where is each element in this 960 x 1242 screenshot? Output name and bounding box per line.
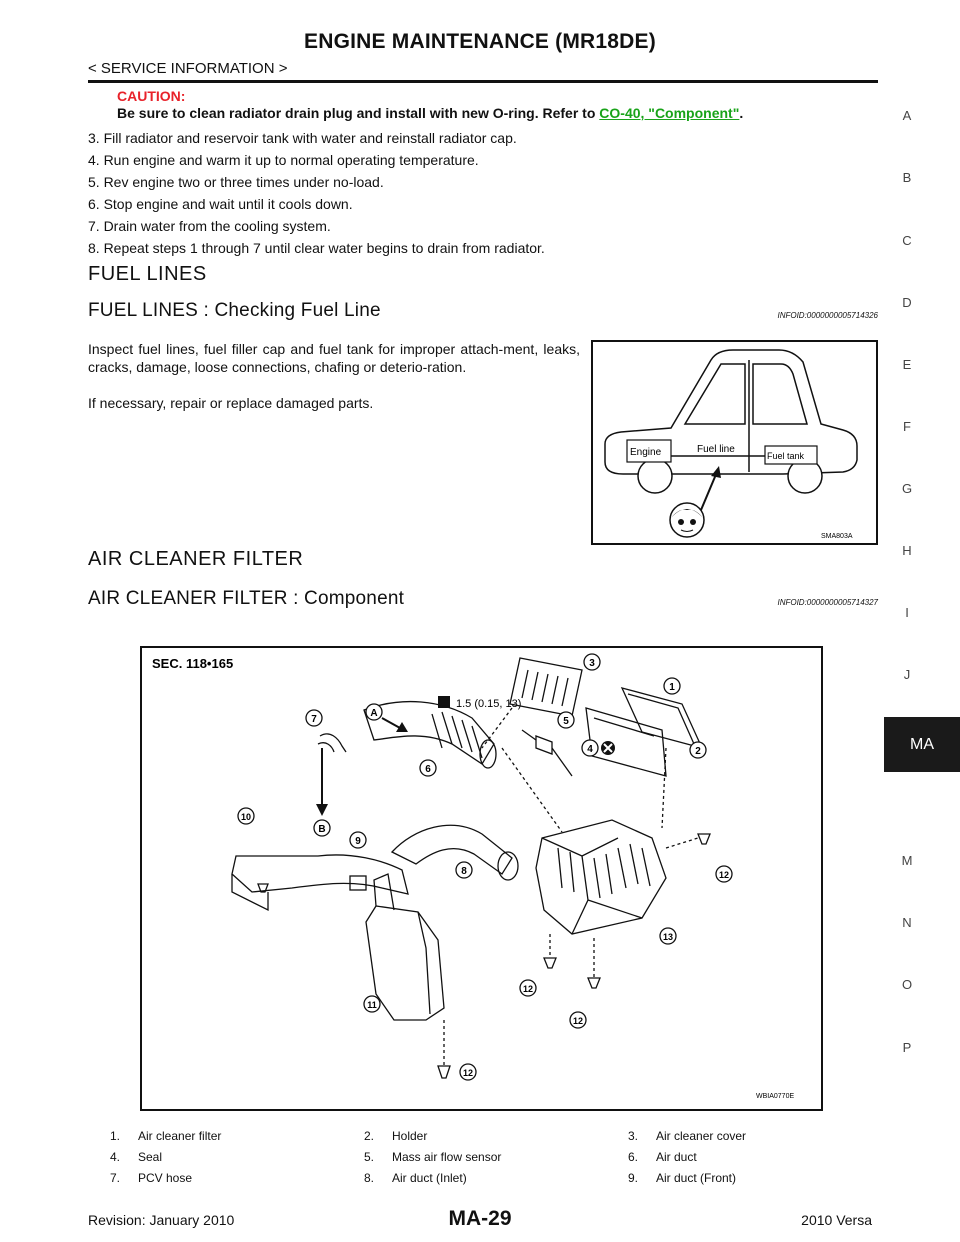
fuel-tank-label: Fuel tank (767, 451, 805, 461)
breadcrumb: < SERVICE INFORMATION > (88, 60, 288, 77)
svg-text:12: 12 (462, 1068, 474, 1078)
legend-num: 5. (364, 1149, 375, 1164)
legend-num: 1. (110, 1128, 121, 1143)
svg-text:1: 1 (669, 682, 675, 693)
sidebar-letter-j[interactable]: J (903, 667, 911, 682)
callout-10 (238, 808, 254, 824)
step-8: 8. Repeat steps 1 through 7 until clear water begins to drain from radiator. (88, 240, 545, 256)
legend-num: 3. (628, 1128, 639, 1143)
fuel-figure-code: SMA803A (821, 533, 853, 540)
parts-legend (110, 1125, 770, 1188)
air-cleaner-infoid: INFOID:0000000005714327 (777, 598, 878, 607)
legend-num: 8. (364, 1170, 375, 1185)
caution-label: CAUTION: (117, 88, 186, 104)
svg-text:8: 8 (461, 866, 467, 877)
svg-text:12: 12 (572, 1016, 584, 1026)
sec-label: SEC. 118•165 (152, 656, 234, 671)
legend-part: Seal (138, 1149, 163, 1164)
step-4: 4. Run engine and warm it up to normal operating temperature. (88, 152, 479, 168)
callout-12d (460, 1064, 476, 1080)
fuel-line-figure (591, 340, 878, 545)
air-cleaner-exploded-view (142, 648, 821, 1109)
legend-row (110, 1146, 770, 1167)
callout-7 (306, 710, 322, 726)
svg-text:5: 5 (563, 716, 569, 727)
legend-part: Holder (392, 1128, 428, 1143)
callout-12a (716, 866, 732, 882)
caution-text-before: Be sure to clean radiator drain plug and install with new O-ring. Refer to (117, 105, 600, 121)
sidebar-letter-b[interactable]: B (902, 170, 912, 185)
sidebar-letter-g[interactable]: G (901, 481, 913, 496)
legend-num: 2. (364, 1128, 375, 1143)
air-cleaner-figure (140, 646, 823, 1111)
svg-text:4: 4 (587, 744, 593, 755)
step-5: 5. Rev engine two or three times under no-load. (88, 174, 384, 190)
callout-3 (584, 654, 600, 670)
legend-row (110, 1167, 770, 1188)
callout-4 (582, 740, 598, 756)
legend-part: Air duct (Front) (656, 1170, 737, 1185)
callout-1 (664, 678, 680, 694)
caution-text (117, 105, 743, 121)
sidebar-letter-e[interactable]: E (902, 357, 912, 372)
sidebar-letter-o[interactable]: O (901, 977, 913, 992)
sidebar-letter-h[interactable]: H (902, 543, 912, 558)
fuel-lines-infoid: INFOID:0000000005714326 (777, 311, 878, 320)
air-figure-code: WBIA0770E (756, 1093, 795, 1100)
callout-12b (520, 980, 536, 996)
legend-part: PCV hose (138, 1170, 193, 1185)
legend-num: 9. (628, 1170, 639, 1185)
fuel-lines-paragraph: Inspect fuel lines, fuel filler cap and fuel tank for improper attach-ment, leaks, cracks, damage, loose connections, chafing or deterio-ration. (88, 341, 580, 375)
callout-11 (364, 996, 380, 1012)
air-cleaner-heading: AIR CLEANER FILTER (88, 548, 304, 570)
sidebar-tab-ma[interactable]: MA (884, 717, 960, 772)
header-rule (88, 80, 878, 83)
callout-5 (558, 712, 574, 728)
caution-text-after: . (739, 105, 744, 121)
legend-part: Mass air flow sensor (392, 1149, 502, 1164)
engine-label: Engine (630, 447, 662, 458)
step-6: 6. Stop engine and wait until it cools down. (88, 196, 353, 212)
svg-text:13: 13 (662, 932, 674, 942)
svg-text:B: B (318, 824, 326, 835)
step-7: 7. Drain water from the cooling system. (88, 218, 331, 234)
svg-text:9: 9 (355, 836, 361, 847)
callout-9 (350, 832, 366, 848)
callout-6 (420, 760, 436, 776)
sidebar-letter-n[interactable]: N (902, 915, 912, 930)
sidebar-letter-f[interactable]: F (903, 419, 911, 434)
svg-text:A: A (370, 708, 378, 719)
step-3: 3. Fill radiator and reservoir tank with water and reinstall radiator cap. (88, 130, 517, 146)
callout-2 (690, 742, 706, 758)
legend-part: Air cleaner cover (656, 1128, 747, 1143)
fuel-lines-heading: FUEL LINES (88, 263, 207, 285)
sidebar-letter-i[interactable]: I (905, 605, 909, 620)
torque-spec: 1.5 (0.15, 13) (456, 698, 522, 710)
svg-text:12: 12 (522, 984, 534, 994)
fuel-line-label: Fuel line (697, 444, 735, 455)
svg-text:12: 12 (718, 870, 730, 880)
legend-num: 6. (628, 1149, 639, 1164)
callout-B (314, 820, 330, 836)
svg-text:6: 6 (425, 764, 431, 775)
footer-model: 2010 Versa (801, 1212, 872, 1228)
callout-8 (456, 862, 472, 878)
legend-part: Air duct (656, 1149, 697, 1164)
legend-row (110, 1125, 770, 1146)
legend-num: 4. (110, 1149, 121, 1164)
page-title: ENGINE MAINTENANCE (MR18DE) (304, 30, 656, 53)
svg-text:2: 2 (695, 746, 701, 757)
legend-part: Air cleaner filter (138, 1128, 222, 1143)
callout-13 (660, 928, 676, 944)
footer-revision: Revision: January 2010 (88, 1212, 235, 1228)
sidebar-letter-p[interactable]: P (902, 1040, 912, 1055)
svg-text:3: 3 (589, 658, 595, 669)
svg-text:7: 7 (311, 714, 317, 725)
svg-text:10: 10 (240, 812, 252, 822)
svg-text:11: 11 (367, 1000, 377, 1010)
sidebar-letter-a[interactable]: A (902, 108, 912, 123)
legend-num: 7. (110, 1170, 121, 1185)
fuel-lines-paragraph-2: If necessary, repair or replace damaged parts. (88, 395, 374, 411)
callout-A (366, 704, 382, 720)
fuel-lines-subheading: FUEL LINES : Checking Fuel Line (88, 300, 381, 321)
page-number: MA-29 (448, 1207, 512, 1230)
sidebar-letter-d[interactable]: D (902, 295, 912, 310)
car-diagram (593, 342, 876, 543)
air-cleaner-subheading: AIR CLEANER FILTER : Component (88, 588, 405, 609)
sidebar-letter-c[interactable]: C (902, 233, 912, 248)
caution-reference-link[interactable]: CO-40, "Component" (599, 105, 740, 121)
sidebar-letter-m[interactable]: M (901, 853, 913, 868)
legend-part: Air duct (Inlet) (392, 1170, 467, 1185)
callout-12c (570, 1012, 586, 1028)
